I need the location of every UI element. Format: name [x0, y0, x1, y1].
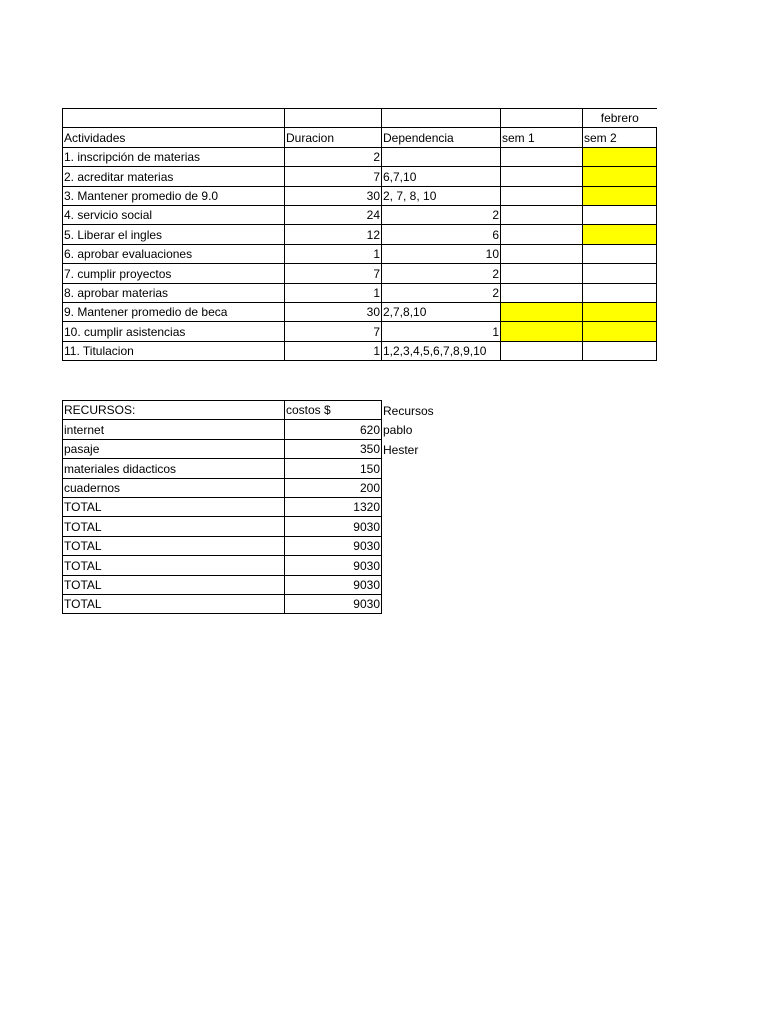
resource-cost-cell[interactable]: 9030: [285, 536, 382, 555]
duration-cell[interactable]: 1: [285, 341, 382, 360]
sem-1-cell[interactable]: [501, 244, 583, 263]
activity-row: [63, 264, 657, 283]
header-recursos-extra[interactable]: Recursos: [383, 403, 434, 418]
activity-name-cell[interactable]: 2. acreditar materias: [63, 167, 285, 186]
activity-row: [63, 167, 657, 186]
duration-cell[interactable]: 24: [285, 205, 382, 224]
header-duracion[interactable]: Duracion: [285, 128, 382, 147]
duration-cell[interactable]: 1: [285, 283, 382, 302]
activity-row: [63, 341, 657, 360]
resource-row: [63, 497, 501, 516]
resource-name-cell[interactable]: TOTAL: [63, 497, 285, 516]
month-header-row: [63, 109, 657, 128]
resource-row: [63, 556, 501, 575]
activity-row: [63, 186, 657, 205]
activity-row: [63, 225, 657, 244]
resource-row: [63, 459, 501, 478]
resource-row: [63, 478, 501, 497]
resource-name-cell[interactable]: TOTAL: [63, 575, 285, 594]
resource-cost-cell[interactable]: 350: [285, 439, 382, 458]
resource-extra-cell[interactable]: [382, 556, 501, 575]
sem-2-cell[interactable]: [583, 244, 657, 263]
resource-extra-cell[interactable]: [382, 575, 501, 594]
header-recursos[interactable]: RECURSOS:: [63, 401, 285, 420]
sem-1-cell[interactable]: [501, 341, 583, 360]
sem-2-cell[interactable]: [583, 205, 657, 224]
resource-cost-cell[interactable]: 9030: [285, 594, 382, 613]
resource-name-cell[interactable]: pasaje: [63, 439, 285, 458]
activity-name-cell[interactable]: 7. cumplir proyectos: [63, 264, 285, 283]
resource-extra-cell[interactable]: [382, 594, 501, 613]
resource-row: [63, 420, 501, 439]
activity-row: [63, 322, 657, 341]
duration-cell[interactable]: 12: [285, 225, 382, 244]
resource-extra-cell[interactable]: pablo: [383, 423, 413, 438]
activity-name-cell[interactable]: 4. servicio social: [63, 205, 285, 224]
duration-cell[interactable]: 7: [285, 167, 382, 186]
sem-1-cell[interactable]: [501, 205, 583, 224]
activity-name-cell[interactable]: 10. cumplir asistencias: [63, 322, 285, 341]
cell[interactable]: [63, 109, 285, 128]
resource-name-cell[interactable]: cuadernos: [63, 478, 285, 497]
resource-name-cell[interactable]: TOTAL: [63, 594, 285, 613]
resource-cost-cell[interactable]: 620: [285, 420, 382, 439]
dependency-cell[interactable]: 2, 7, 8, 10: [382, 186, 501, 205]
resource-cost-cell[interactable]: 9030: [285, 575, 382, 594]
resource-name-cell[interactable]: TOTAL: [63, 536, 285, 555]
header-sem-2[interactable]: sem 2: [583, 128, 657, 147]
resources-header-row: [63, 401, 501, 420]
column-header-row: [63, 128, 657, 147]
dependency-cell[interactable]: 2: [382, 264, 501, 283]
duration-cell[interactable]: 7: [285, 322, 382, 341]
header-costos[interactable]: costos $: [285, 401, 382, 420]
dependency-cell[interactable]: 2: [382, 283, 501, 302]
sem-2-cell[interactable]: [583, 264, 657, 283]
duration-cell[interactable]: 1: [285, 244, 382, 263]
dependency-cell[interactable]: 1,2,3,4,5,6,7,8,9,10: [382, 341, 501, 360]
sem-1-cell[interactable]: [501, 225, 583, 244]
resource-cost-cell[interactable]: 9030: [285, 556, 382, 575]
resource-row: [63, 439, 501, 458]
resource-row: [63, 594, 501, 613]
header-dependencia[interactable]: Dependencia: [382, 128, 501, 147]
sem-1-cell[interactable]: [501, 186, 583, 205]
activities-table: [62, 108, 657, 361]
sem-2-cell[interactable]: [583, 147, 657, 166]
activity-row: [63, 302, 657, 321]
cell[interactable]: [501, 109, 583, 128]
resource-row: [63, 517, 501, 536]
sem-1-cell[interactable]: [501, 302, 583, 321]
sem-1-cell[interactable]: [501, 147, 583, 166]
activity-name-cell[interactable]: 8. aprobar materias: [63, 283, 285, 302]
resource-cost-cell[interactable]: 9030: [285, 517, 382, 536]
dependency-cell[interactable]: [382, 147, 501, 166]
duration-cell[interactable]: 30: [285, 186, 382, 205]
dependency-cell[interactable]: 10: [382, 244, 501, 263]
resource-cost-cell[interactable]: 150: [285, 459, 382, 478]
sem-1-cell[interactable]: [501, 322, 583, 341]
resource-extra-cell[interactable]: [382, 478, 501, 497]
resource-extra-cell[interactable]: [382, 459, 501, 478]
header-actividades[interactable]: Actividades: [63, 128, 285, 147]
resource-extra-cell[interactable]: Hester: [383, 442, 419, 457]
resource-row: [63, 575, 501, 594]
dependency-cell[interactable]: 6,7,10: [382, 167, 501, 186]
activity-row: [63, 244, 657, 263]
activity-row: [63, 205, 657, 224]
duration-cell[interactable]: 30: [285, 302, 382, 321]
activity-row: [63, 283, 657, 302]
dependency-cell[interactable]: 1: [382, 322, 501, 341]
sem-2-cell[interactable]: [583, 186, 657, 205]
cell[interactable]: [285, 109, 382, 128]
header-sem-1[interactable]: sem 1: [501, 128, 583, 147]
month-header-cell[interactable]: febrero: [583, 109, 657, 128]
resource-row: [63, 536, 501, 555]
activity-name-cell[interactable]: 5. Liberar el ingles: [63, 225, 285, 244]
sem-2-cell[interactable]: [583, 225, 657, 244]
sem-2-cell[interactable]: [583, 322, 657, 341]
sem-1-cell[interactable]: [501, 167, 583, 186]
activity-name-cell[interactable]: 3. Mantener promedio de 9.0: [63, 186, 285, 205]
resource-cost-cell[interactable]: 200: [285, 478, 382, 497]
sem-2-cell[interactable]: [583, 341, 657, 360]
resource-name-cell[interactable]: TOTAL: [63, 517, 285, 536]
resource-extra-cell[interactable]: [382, 536, 501, 555]
resource-cost-cell[interactable]: 1320: [285, 497, 382, 516]
sem-2-cell[interactable]: [583, 167, 657, 186]
activity-name-cell[interactable]: 6. aprobar evaluaciones: [63, 244, 285, 263]
resource-name-cell[interactable]: materiales didacticos: [63, 459, 285, 478]
activity-name-cell[interactable]: 11. Titulacion: [63, 341, 285, 360]
resource-extra-cell[interactable]: [382, 517, 501, 536]
sem-1-cell[interactable]: [501, 283, 583, 302]
activity-row: [63, 147, 657, 166]
sem-2-cell[interactable]: [583, 302, 657, 321]
activity-name-cell[interactable]: 1. inscripción de materias: [63, 147, 285, 166]
resource-name-cell[interactable]: internet: [63, 420, 285, 439]
cell[interactable]: [382, 109, 501, 128]
sem-2-cell[interactable]: [583, 283, 657, 302]
dependency-cell[interactable]: 2,7,8,10: [382, 302, 501, 321]
duration-cell[interactable]: 2: [285, 147, 382, 166]
resource-extra-cell[interactable]: [382, 497, 501, 516]
dependency-cell[interactable]: 6: [382, 225, 501, 244]
resource-name-cell[interactable]: TOTAL: [63, 556, 285, 575]
dependency-cell[interactable]: 2: [382, 205, 501, 224]
duration-cell[interactable]: 7: [285, 264, 382, 283]
activities-table-body: [63, 109, 657, 361]
activity-name-cell[interactable]: 9. Mantener promedio de beca: [63, 302, 285, 321]
resources-table-body: [63, 401, 501, 614]
resources-table: [62, 400, 501, 614]
sem-1-cell[interactable]: [501, 264, 583, 283]
